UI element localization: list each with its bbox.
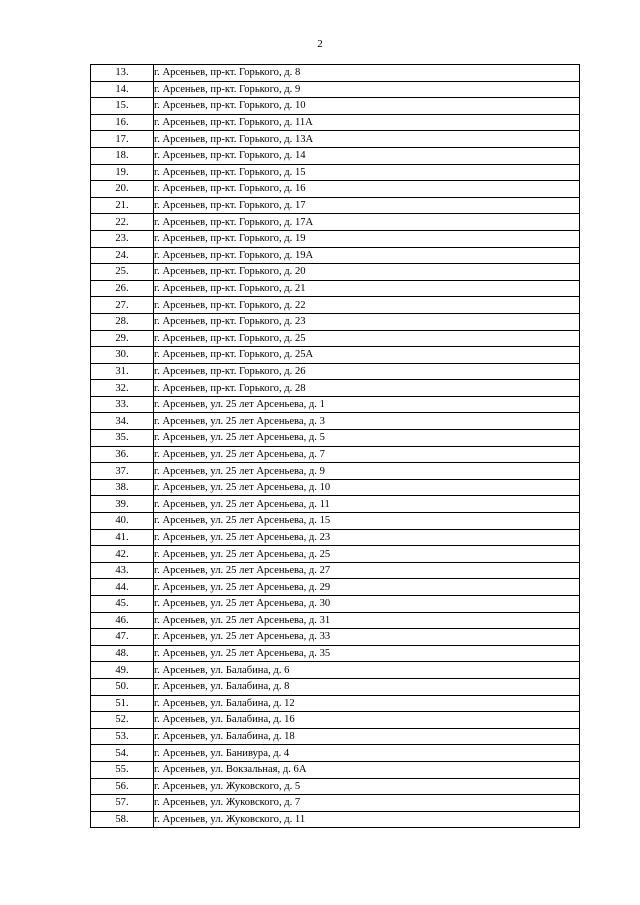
table-row: [91, 147, 580, 164]
table-row: [91, 596, 580, 613]
table-row: [91, 463, 580, 480]
row-number-cell: 51.: [91, 695, 154, 712]
row-number-cell: 32.: [91, 380, 154, 397]
table-row: [91, 446, 580, 463]
row-number-cell: 35.: [91, 430, 154, 447]
table-row: [91, 396, 580, 413]
row-number-cell: 19.: [91, 164, 154, 181]
table-row: [91, 330, 580, 347]
table-row: [91, 65, 580, 82]
address-cell: г. Арсеньев, ул. Балабина, д. 12: [154, 695, 580, 712]
address-cell: г. Арсеньев, пр-кт. Горького, д. 17А: [154, 214, 580, 231]
address-cell: г. Арсеньев, пр-кт. Горького, д. 26: [154, 363, 580, 380]
address-cell: г. Арсеньев, ул. Жуковского, д. 5: [154, 778, 580, 795]
row-number-cell: 37.: [91, 463, 154, 480]
address-cell: г. Арсеньев, ул. 25 лет Арсеньева, д. 27: [154, 562, 580, 579]
row-number-cell: 28.: [91, 313, 154, 330]
table-row: [91, 811, 580, 828]
table-row: [91, 98, 580, 115]
table-row: [91, 546, 580, 563]
row-number-cell: 23.: [91, 230, 154, 247]
table-row: [91, 678, 580, 695]
address-cell: г. Арсеньев, пр-кт. Горького, д. 14: [154, 147, 580, 164]
row-number-cell: 18.: [91, 147, 154, 164]
address-cell: г. Арсеньев, ул. Банивура, д. 4: [154, 745, 580, 762]
row-number-cell: 46.: [91, 612, 154, 629]
address-cell: г. Арсеньев, пр-кт. Горького, д. 19: [154, 230, 580, 247]
row-number-cell: 22.: [91, 214, 154, 231]
row-number-cell: 31.: [91, 363, 154, 380]
address-cell: г. Арсеньев, пр-кт. Горького, д. 25А: [154, 347, 580, 364]
address-cell: г. Арсеньев, пр-кт. Горького, д. 20: [154, 264, 580, 281]
address-cell: г. Арсеньев, ул. Балабина, д. 16: [154, 712, 580, 729]
row-number-cell: 58.: [91, 811, 154, 828]
table-row: [91, 313, 580, 330]
row-number-cell: 52.: [91, 712, 154, 729]
row-number-cell: 14.: [91, 81, 154, 98]
address-cell: г. Арсеньев, ул. Вокзальная, д. 6А: [154, 761, 580, 778]
row-number-cell: 38.: [91, 479, 154, 496]
address-cell: г. Арсеньев, ул. Балабина, д. 6: [154, 662, 580, 679]
address-cell: г. Арсеньев, ул. 25 лет Арсеньева, д. 29: [154, 579, 580, 596]
table-row: [91, 430, 580, 447]
row-number-cell: 17.: [91, 131, 154, 148]
address-cell: г. Арсеньев, ул. 25 лет Арсеньева, д. 30: [154, 596, 580, 613]
row-number-cell: 36.: [91, 446, 154, 463]
table-row: [91, 230, 580, 247]
address-cell: г. Арсеньев, ул. Балабина, д. 8: [154, 678, 580, 695]
row-number-cell: 47.: [91, 629, 154, 646]
address-cell: г. Арсеньев, ул. 25 лет Арсеньева, д. 23: [154, 529, 580, 546]
row-number-cell: 48.: [91, 645, 154, 662]
row-number-cell: 25.: [91, 264, 154, 281]
address-cell: г. Арсеньев, ул. 25 лет Арсеньева, д. 3: [154, 413, 580, 430]
table-row: [91, 728, 580, 745]
address-table: [90, 64, 580, 828]
address-cell: г. Арсеньев, ул. Балабина, д. 18: [154, 728, 580, 745]
address-cell: г. Арсеньев, пр-кт. Горького, д. 22: [154, 297, 580, 314]
address-cell: г. Арсеньев, пр-кт. Горького, д. 13А: [154, 131, 580, 148]
address-cell: г. Арсеньев, пр-кт. Горького, д. 16: [154, 181, 580, 198]
address-cell: г. Арсеньев, ул. 25 лет Арсеньева, д. 25: [154, 546, 580, 563]
table-row: [91, 629, 580, 646]
table-row: [91, 363, 580, 380]
row-number-cell: 27.: [91, 297, 154, 314]
row-number-cell: 15.: [91, 98, 154, 115]
table-row: [91, 81, 580, 98]
table-row: [91, 164, 580, 181]
address-cell: г. Арсеньев, ул. 25 лет Арсеньева, д. 5: [154, 430, 580, 447]
address-cell: г. Арсеньев, ул. 25 лет Арсеньева, д. 9: [154, 463, 580, 480]
table-row: [91, 562, 580, 579]
table-row: [91, 297, 580, 314]
address-cell: г. Арсеньев, пр-кт. Горького, д. 17: [154, 197, 580, 214]
row-number-cell: 44.: [91, 579, 154, 596]
table-row: [91, 645, 580, 662]
row-number-cell: 24.: [91, 247, 154, 264]
address-cell: г. Арсеньев, ул. 25 лет Арсеньева, д. 11: [154, 496, 580, 513]
table-row: [91, 347, 580, 364]
table-row: [91, 513, 580, 530]
table-row: [91, 214, 580, 231]
row-number-cell: 13.: [91, 65, 154, 82]
row-number-cell: 56.: [91, 778, 154, 795]
table-row: [91, 496, 580, 513]
row-number-cell: 57.: [91, 795, 154, 812]
row-number-cell: 33.: [91, 396, 154, 413]
row-number-cell: 16.: [91, 114, 154, 131]
address-cell: г. Арсеньев, пр-кт. Горького, д. 23: [154, 313, 580, 330]
row-number-cell: 42.: [91, 546, 154, 563]
address-table-body: [91, 65, 580, 828]
table-row: [91, 795, 580, 812]
row-number-cell: 20.: [91, 181, 154, 198]
row-number-cell: 41.: [91, 529, 154, 546]
table-row: [91, 131, 580, 148]
table-row: [91, 114, 580, 131]
address-cell: г. Арсеньев, ул. 25 лет Арсеньева, д. 33: [154, 629, 580, 646]
address-cell: г. Арсеньев, ул. Жуковского, д. 11: [154, 811, 580, 828]
row-number-cell: 30.: [91, 347, 154, 364]
row-number-cell: 26.: [91, 280, 154, 297]
table-row: [91, 264, 580, 281]
address-cell: г. Арсеньев, пр-кт. Горького, д. 11А: [154, 114, 580, 131]
table-row: [91, 712, 580, 729]
address-cell: г. Арсеньев, ул. 25 лет Арсеньева, д. 31: [154, 612, 580, 629]
table-row: [91, 778, 580, 795]
address-cell: г. Арсеньев, пр-кт. Горького, д. 21: [154, 280, 580, 297]
row-number-cell: 21.: [91, 197, 154, 214]
row-number-cell: 49.: [91, 662, 154, 679]
address-cell: г. Арсеньев, пр-кт. Горького, д. 19А: [154, 247, 580, 264]
address-cell: г. Арсеньев, ул. Жуковского, д. 7: [154, 795, 580, 812]
row-number-cell: 43.: [91, 562, 154, 579]
address-cell: г. Арсеньев, пр-кт. Горького, д. 10: [154, 98, 580, 115]
table-row: [91, 529, 580, 546]
address-cell: г. Арсеньев, ул. 25 лет Арсеньева, д. 1: [154, 396, 580, 413]
table-row: [91, 280, 580, 297]
page-number: 2: [317, 38, 323, 50]
row-number-cell: 45.: [91, 596, 154, 613]
address-cell: г. Арсеньев, ул. 25 лет Арсеньева, д. 35: [154, 645, 580, 662]
row-number-cell: 55.: [91, 761, 154, 778]
table-row: [91, 380, 580, 397]
table-row: [91, 579, 580, 596]
address-cell: г. Арсеньев, пр-кт. Горького, д. 25: [154, 330, 580, 347]
row-number-cell: 34.: [91, 413, 154, 430]
row-number-cell: 53.: [91, 728, 154, 745]
address-cell: г. Арсеньев, пр-кт. Горького, д. 15: [154, 164, 580, 181]
row-number-cell: 50.: [91, 678, 154, 695]
table-row: [91, 695, 580, 712]
table-row: [91, 479, 580, 496]
table-row: [91, 761, 580, 778]
table-row: [91, 197, 580, 214]
table-row: [91, 247, 580, 264]
table-row: [91, 181, 580, 198]
address-cell: г. Арсеньев, пр-кт. Горького, д. 9: [154, 81, 580, 98]
table-row: [91, 413, 580, 430]
address-cell: г. Арсеньев, ул. 25 лет Арсеньева, д. 7: [154, 446, 580, 463]
address-cell: г. Арсеньев, пр-кт. Горького, д. 28: [154, 380, 580, 397]
row-number-cell: 40.: [91, 513, 154, 530]
row-number-cell: 54.: [91, 745, 154, 762]
row-number-cell: 39.: [91, 496, 154, 513]
address-cell: г. Арсеньев, пр-кт. Горького, д. 8: [154, 65, 580, 82]
address-cell: г. Арсеньев, ул. 25 лет Арсеньева, д. 10: [154, 479, 580, 496]
address-cell: г. Арсеньев, ул. 25 лет Арсеньева, д. 15: [154, 513, 580, 530]
table-row: [91, 745, 580, 762]
table-row: [91, 662, 580, 679]
row-number-cell: 29.: [91, 330, 154, 347]
table-row: [91, 612, 580, 629]
